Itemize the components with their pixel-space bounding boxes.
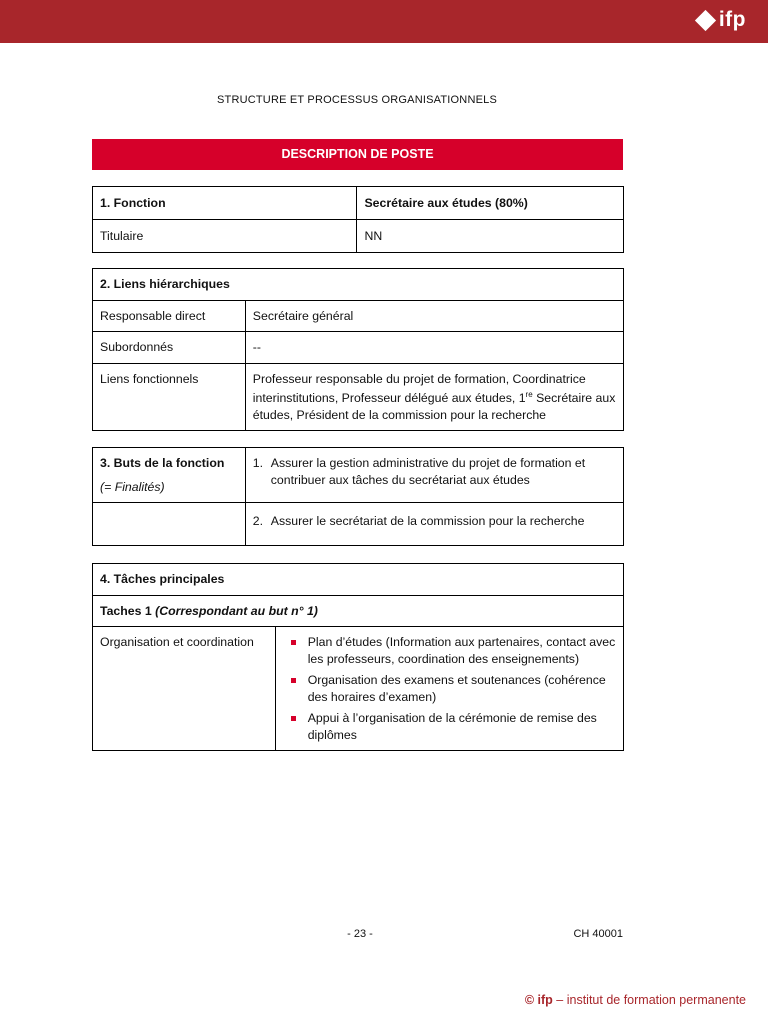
list-item: [283, 634, 616, 667]
list-item: [283, 672, 616, 705]
task-group-header: [93, 595, 624, 627]
table-row: [93, 332, 624, 364]
table-row: [93, 595, 624, 627]
goal-number: 1.: [252, 456, 264, 470]
row-label: Liens fonctionnels: [93, 363, 246, 431]
task-group-label: Taches 1: [100, 603, 152, 618]
goals-title: 3. Buts de la fonction: [100, 456, 225, 470]
footer-brand-suffix: – institut de formation permanente: [552, 993, 746, 1007]
table-row: [93, 448, 624, 503]
footer-brand-prefix: © ifp: [524, 993, 553, 1007]
task-text: Appui à l’organisation de la cérémonie de remise des diplômes: [307, 711, 597, 742]
row-value: --: [245, 332, 623, 364]
table-row: [93, 564, 624, 596]
table-row: [93, 627, 624, 751]
document-header: STRUCTURE ET PROCESSUS ORGANISATIONNELS: [217, 94, 497, 106]
function-title: 1. Fonction: [93, 187, 357, 220]
task-list: [283, 634, 616, 743]
function-table: [92, 186, 624, 253]
logo-text: ifp: [718, 8, 746, 31]
ifp-logo: [698, 8, 746, 32]
goal-text: Assurer le secrétariat de la commission pour la recherche: [270, 514, 585, 528]
task-group-note: (Correspondant au but n° 1): [155, 603, 318, 618]
ordinal-suffix: re: [525, 390, 533, 399]
table-row: [93, 269, 624, 301]
hierarchy-title: 2. Liens hiérarchiques: [93, 269, 624, 301]
goal-item: [253, 513, 616, 530]
task-list-cell: [275, 627, 623, 751]
table-row: [93, 220, 624, 253]
row-value: Secrétaire général: [245, 300, 623, 332]
holder-label: Titulaire: [93, 220, 357, 253]
holder-value: NN: [357, 220, 624, 253]
footer-brand: [525, 993, 746, 1007]
table-row: [93, 503, 624, 546]
table-row: [93, 187, 624, 220]
hierarchy-table: [92, 268, 624, 431]
section-banner: DESCRIPTION DE POSTE: [92, 139, 623, 170]
goal-number: 2.: [252, 514, 264, 528]
goals-table: [92, 447, 624, 546]
goals-header-cell: [93, 448, 246, 503]
goal-cell: [245, 448, 623, 503]
tasks-title: 4. Tâches principales: [93, 564, 624, 596]
row-label: Subordonnés: [93, 332, 246, 364]
goal-item: [253, 455, 616, 488]
row-value: [245, 363, 623, 431]
diamond-icon: [695, 9, 716, 30]
goals-subtitle: (= Finalités): [100, 479, 165, 494]
row-label: Responsable direct: [93, 300, 246, 332]
empty-cell: [93, 503, 246, 546]
goal-text: Assurer la gestion administrative du projet de formation et contribuer aux tâches du secrétariat aux études: [270, 456, 586, 487]
task-category: Organisation et coordination: [93, 627, 276, 751]
page-number: - 23 -: [347, 928, 373, 940]
goal-cell: [245, 503, 623, 546]
functional-links-text: Professeur responsable du projet de formation, Coordinatrice interinstitutions, Professeur délégué aux études, 1: [252, 371, 586, 406]
task-text: Plan d’études (Information aux partenaires, contact avec les professeurs, coordination des enseignements): [307, 635, 616, 666]
top-bar: [0, 0, 768, 43]
tasks-table: [92, 563, 624, 751]
list-item: [283, 710, 616, 743]
function-value: Secrétaire aux études (80%): [357, 187, 624, 220]
document-code: CH 40001: [573, 928, 623, 940]
task-text: Organisation des examens et soutenances (cohérence des horaires d’examen): [307, 673, 606, 704]
bullet-icon: [291, 678, 296, 683]
functional-links-text-end: Secrétaire aux études, Président de la commission pour la recherche: [252, 391, 616, 422]
bullet-icon: [291, 640, 296, 645]
bullet-icon: [291, 716, 296, 721]
table-row: [93, 300, 624, 332]
table-row: [93, 363, 624, 431]
